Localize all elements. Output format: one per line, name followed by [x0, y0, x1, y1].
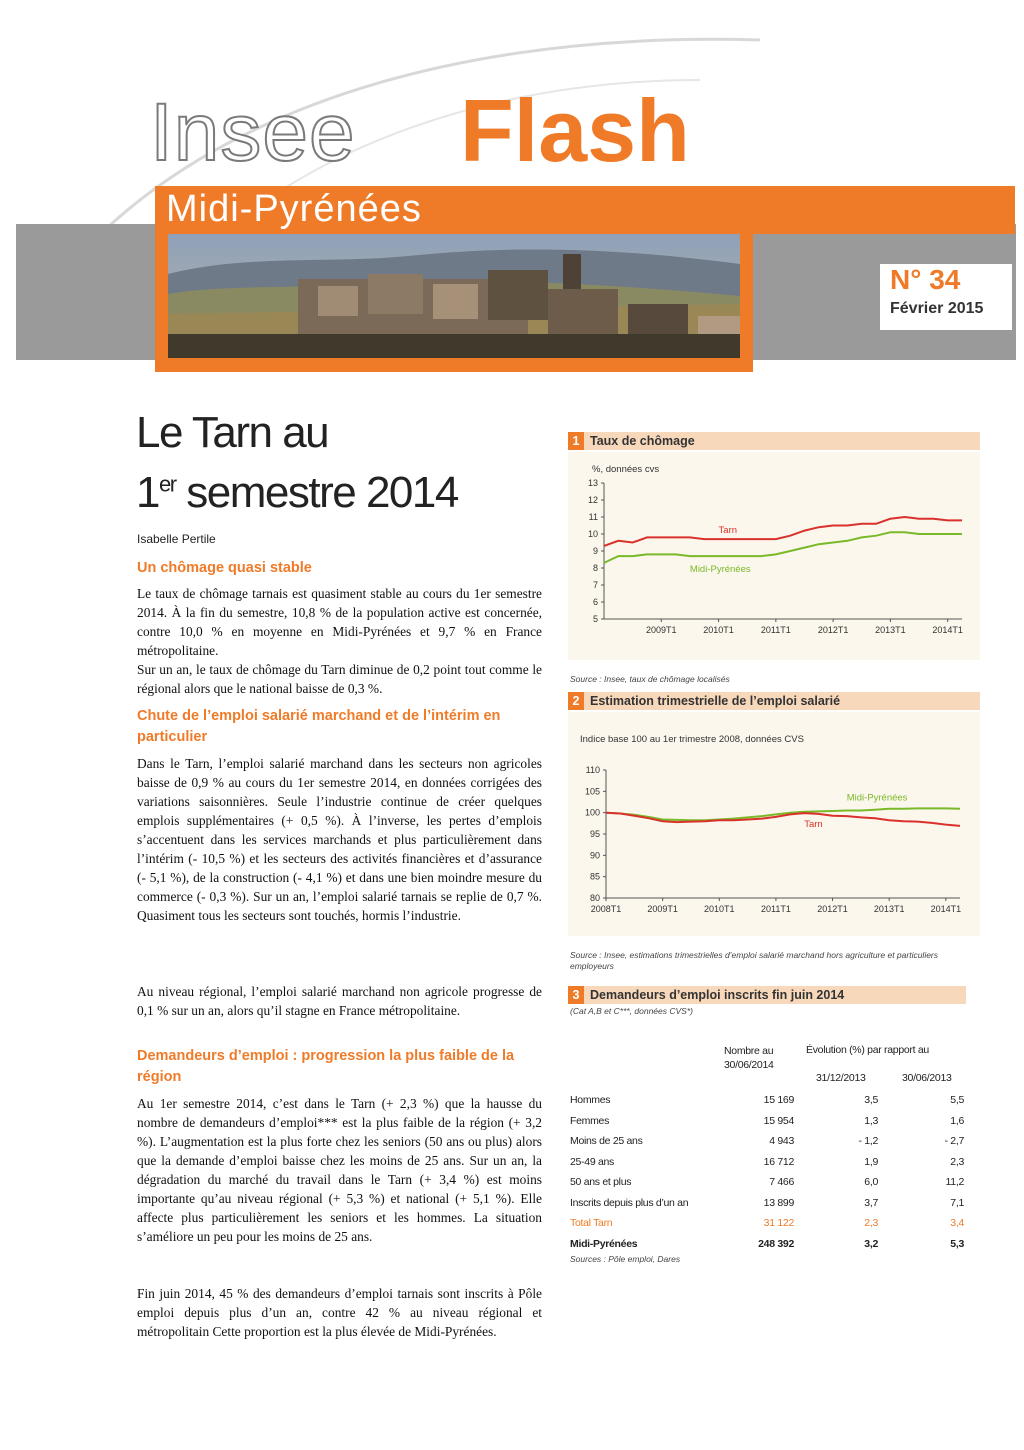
row-evol-year: 5,3	[950, 1237, 964, 1250]
header-photo	[168, 234, 740, 358]
row-label: 50 ans et plus	[570, 1176, 632, 1189]
y-tick-label: 85	[589, 871, 600, 882]
series-line-tarn	[604, 517, 962, 546]
row-evol-year: 1,6	[950, 1114, 964, 1127]
y-tick-label: 10	[587, 529, 598, 539]
row-evol-semester: 3,7	[864, 1196, 878, 1209]
x-tick-label: 2013T1	[875, 625, 906, 635]
paragraph: Au niveau régional, l’emploi salarié marchand non agricole progresse de 0,1 % sur un an, alors qu’il stagne en France métropolitaine.	[137, 984, 542, 1018]
row-evol-year: 3,4	[950, 1217, 964, 1230]
row-evol-semester: 3,2	[864, 1237, 878, 1250]
figure2-unit: Indice base 100 au 1er trimestre 2008, données CVS	[580, 734, 804, 745]
table-row	[570, 1131, 964, 1152]
row-count: 15 169	[763, 1094, 794, 1107]
x-tick-label: 2008T1	[590, 904, 622, 914]
row-label: Moins de 25 ans	[570, 1135, 643, 1148]
row-evol-semester: 1,3	[864, 1114, 878, 1127]
masthead	[0, 0, 1024, 380]
row-evol-year: 5,5	[950, 1094, 964, 1107]
figure2-source: Source : Insee, estimations trimestrielles d’emploi salarié marchand hors agriculture et particuliers employeurs	[570, 950, 939, 971]
row-evol-year: 7,1	[950, 1196, 964, 1209]
x-tick-label: 2010T1	[703, 625, 734, 635]
x-tick-label: 2011T1	[760, 904, 791, 914]
row-count: 31 122	[763, 1217, 794, 1230]
table-row	[570, 1090, 964, 1111]
section-heading-chomage: Un chômage quasi stable	[137, 560, 312, 576]
row-count: 16 712	[763, 1155, 794, 1168]
region-name: Midi-Pyrénées	[166, 188, 422, 230]
brand-insee: Insee	[150, 87, 356, 178]
row-label: Inscrits depuis plus d’un an	[570, 1196, 689, 1209]
y-tick-label: 7	[592, 580, 598, 590]
row-count: 13 899	[763, 1196, 794, 1209]
paragraph: Au 1er semestre 2014, c’est dans le Tarn (+ 2,3 %) que la hausse du nombre de demandeurs d’emploi*** est la plus faible de la région (+ 3,2 %). L’augmentation est la plus forte chez les seniors (50 ans ou plus) alors que la demande d’emploi baisse chez les moins de 25 ans. Sur un an, la dégradation du marché du travail dans le Tarn (+ 3,4 %) est moins importante qu’au niveau régional (+ 5,3 %) et national (+ 5,1 %). Elle affecte plus particulièrement les seniors et les hommes. La situation s’améliore un peu pour les moins de 25 ans.	[137, 1096, 542, 1244]
row-count: 4 943	[769, 1135, 794, 1148]
paragraph: Dans le Tarn, l’emploi salarié marchand dans les secteurs non agricoles baisse de 0,9 % au cours du 1er semestre 2014, en données corrigées des variations saisonnières. Seule l’industrie continue de créer quelques emplois supplémentaires (+ 0,5 %). À l’inverse, les pertes d’emplois s’accentuent dans les services marchands et plus particulièrement dans l’intérim (- 10,5 %) et les secteurs des activités financières et d’assurance (- 5,1 %), de la construction (- 4,1 %) et dans une bien moindre mesure du commerce (- 0,3 %). Sur un an, l’emploi salarié tarnais se replie de 0,7 %. Quasiment tous les secteurs sont touchés, hormis l’industrie.	[137, 756, 542, 923]
series-label: Tarn	[718, 525, 738, 537]
row-label: Total Tarn	[570, 1217, 613, 1230]
author: Isabelle Pertile	[137, 532, 216, 546]
x-tick-label: 2013T1	[873, 904, 905, 914]
article-title-line1: Le Tarn au	[136, 408, 329, 457]
row-evol-semester: 3,5	[864, 1094, 878, 1107]
row-count: 7 466	[769, 1176, 794, 1189]
figure1-unit: %, données cvs	[592, 464, 660, 475]
issue-date: Février 2015	[890, 300, 984, 317]
series-label: Midi-Pyrénées	[689, 564, 751, 576]
y-tick-label: 5	[592, 614, 598, 624]
x-tick-label: 2009T1	[647, 904, 678, 914]
row-count: 15 954	[763, 1114, 794, 1127]
row-label: Hommes	[570, 1094, 611, 1107]
series-line-midi-pyr-n-es	[606, 808, 960, 820]
y-tick-label: 90	[589, 850, 600, 861]
figure2-header: 2 Estimation trimestrielle de l’emploi salarié	[568, 692, 980, 710]
y-tick-label: 105	[584, 786, 600, 797]
row-label: Femmes	[570, 1114, 610, 1127]
table-col-count: Nombre au 30/06/2014	[724, 1045, 774, 1071]
y-tick-label: 8	[592, 563, 598, 573]
x-tick-label: 2014T1	[930, 904, 962, 914]
x-tick-label: 2014T1	[932, 625, 963, 635]
section-heading-demandeurs: Demandeurs d’emploi : progression la plus faible de la région	[137, 1048, 515, 1085]
y-tick-label: 110	[585, 765, 600, 775]
table-col-date2: 30/06/2013	[902, 1072, 952, 1084]
row-count: 248 392	[758, 1237, 794, 1250]
table-row	[570, 1172, 964, 1193]
table-row	[570, 1213, 964, 1234]
issue-number: N° 34	[890, 264, 961, 295]
article-title-line2: 1er semestre 2014	[136, 468, 458, 517]
y-tick-label: 6	[592, 597, 598, 607]
table-row	[570, 1152, 964, 1173]
chart-taux-chomage	[568, 452, 980, 662]
chart-emploi-salarie	[568, 712, 980, 936]
y-tick-label: 13	[587, 478, 598, 488]
section-heading-emploi: Chute de l’emploi salarié marchand et de l’intérim en particulier	[137, 708, 501, 745]
row-evol-semester: 6,0	[864, 1176, 878, 1189]
row-evol-year: - 2,7	[944, 1135, 964, 1148]
x-tick-label: 2012T1	[817, 625, 849, 635]
x-tick-label: 2009T1	[646, 625, 677, 635]
table-row	[570, 1234, 964, 1255]
figure3-source: Sources : Pôle emploi, Dares	[570, 1254, 681, 1264]
table-row	[570, 1111, 964, 1132]
figure3-header: 3 Demandeurs d’emploi inscrits fin juin 2014	[568, 986, 966, 1004]
row-evol-year: 11,2	[945, 1176, 964, 1189]
paragraph: Fin juin 2014, 45 % des demandeurs d’emploi tarnais sont inscrits à Pôle emploi depuis plus d’un an, contre 42 % au niveau régional et métropolitain Cette proportion est la plus élevée de Midi-Pyrénées.	[137, 1286, 542, 1339]
row-evol-year: 2,3	[950, 1155, 964, 1168]
village-landscape-image	[168, 234, 740, 358]
series-label: Tarn	[804, 819, 823, 831]
row-evol-semester: 1,9	[864, 1155, 878, 1168]
y-tick-label: 9	[592, 546, 598, 556]
table-col-evolution: Évolution (%) par rapport au	[806, 1044, 929, 1056]
series-label: Midi-Pyrénées	[846, 792, 908, 804]
paragraph: Le taux de chômage tarnais est quasiment stable au cours du 1er semestre 2014. À la fin du semestre, 10,8 % de la population active est concernée, contre 10,0 % en moyenne en Midi-Pyrénées et 9,7 % en France métropolitaine.	[137, 586, 542, 658]
row-label: 25-49 ans	[570, 1155, 615, 1168]
y-tick-label: 80	[589, 893, 600, 903]
paragraph: Sur un an, le taux de chômage du Tarn diminue de 0,2 point tout comme le régional alors que le national baisse de 0,3 %.	[137, 662, 542, 696]
row-evol-semester: - 1,2	[858, 1135, 878, 1148]
x-tick-label: 2010T1	[704, 904, 735, 914]
brand-flash: Flash	[460, 81, 690, 180]
figure3-subtitle: (Cat A,B et C***, données CVS*)	[570, 1006, 693, 1016]
row-evol-semester: 2,3	[864, 1217, 878, 1230]
table-row	[570, 1193, 964, 1214]
y-tick-label: 100	[584, 807, 600, 818]
x-tick-label: 2011T1	[760, 625, 791, 635]
row-label: Midi-Pyrénées	[570, 1237, 638, 1250]
table-col-date1: 31/12/2013	[816, 1072, 866, 1084]
demandeurs-table	[570, 1090, 964, 1254]
y-tick-label: 11	[588, 512, 598, 522]
y-tick-label: 12	[587, 495, 598, 505]
x-tick-label: 2012T1	[817, 904, 848, 914]
figure1-header: 1 Taux de chômage	[568, 432, 980, 450]
figure1-source: Source : Insee, taux de chômage localisés	[570, 674, 730, 684]
y-tick-label: 95	[589, 829, 600, 839]
